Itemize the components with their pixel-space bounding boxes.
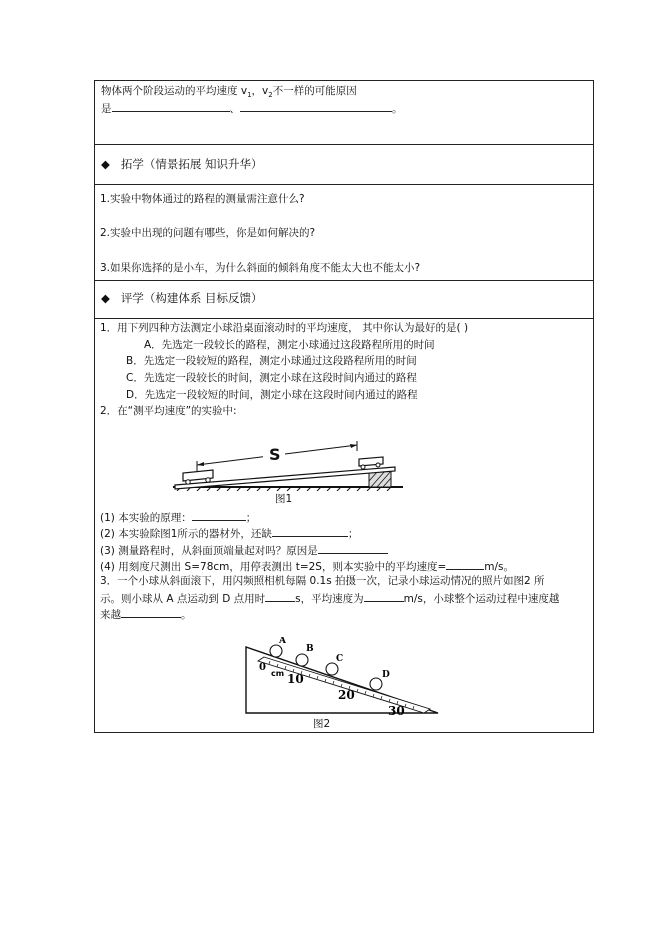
figure-1-incline bbox=[171, 419, 403, 491]
section-title-text: 评学（构建体系 目标反馈） bbox=[120, 291, 263, 305]
ball-b bbox=[296, 654, 308, 666]
q1-option-a: A．先选定一段较长的路程，测定小球通过这段路程所用的时间 bbox=[144, 339, 435, 351]
intro-text: 物体两个阶段运动的平均速度 v bbox=[101, 85, 248, 97]
tick-10: 10 bbox=[287, 672, 304, 686]
intro-line2 bbox=[101, 101, 403, 116]
section-title bbox=[101, 292, 262, 305]
intro-row bbox=[95, 81, 593, 145]
ball-a bbox=[270, 645, 282, 657]
q2-1 bbox=[100, 510, 256, 525]
period: 。 bbox=[181, 609, 192, 621]
tick-0: 0 bbox=[259, 662, 266, 673]
label-a: A bbox=[279, 637, 286, 646]
q3-text: 来越 bbox=[100, 609, 121, 621]
answer-blank[interactable] bbox=[272, 526, 348, 537]
intro-text: 不一样的可能原因 bbox=[272, 85, 357, 97]
diamond-icon: ◆ bbox=[101, 157, 110, 171]
question-1: 1.实验中物体通过的路程的测量需注意什么? bbox=[100, 193, 305, 205]
answer-blank[interactable] bbox=[240, 101, 392, 112]
period: 。 bbox=[392, 103, 403, 115]
separator: 、 bbox=[229, 103, 240, 115]
q1-option-c: C．先选定一段较长的时间，测定小球在这段时间内通过的路程 bbox=[126, 372, 417, 384]
question-3: 3.如果你选择的是小车，为什么斜面的倾斜角度不能太大也不能太小? bbox=[100, 262, 421, 274]
q3-text: m/s，小球整个运动过程中速度越 bbox=[403, 593, 560, 605]
cart-icon bbox=[183, 470, 213, 484]
section-header-eval bbox=[95, 281, 593, 319]
distance-label-s: S bbox=[269, 445, 281, 464]
q2-4-text: (4) 用刻度尺测出 S=78cm，用停表测出 t=2S，则本实验中的平均速度= bbox=[100, 561, 447, 573]
unit-text: m/s。 bbox=[484, 561, 515, 573]
q1-option-b: B．先选定一段较短的路程，测定小球通过这段路程所用的时间 bbox=[126, 355, 417, 367]
q1-option-d: D．先选定一段较短的时间，测定小球在这段时间内通过的路程 bbox=[126, 389, 418, 401]
figure-1-caption: 图1 bbox=[275, 493, 293, 505]
subscript-1: 1 bbox=[247, 91, 252, 100]
figure-2-caption: 图2 bbox=[313, 718, 331, 730]
semicolon: ； bbox=[245, 512, 257, 524]
tick-30: 30 bbox=[388, 704, 405, 717]
cart-icon bbox=[359, 457, 383, 469]
answer-blank[interactable] bbox=[112, 101, 230, 112]
q2-3-text: (3) 测量路程时，从斜面顶端量起对吗？原因是 bbox=[100, 545, 318, 557]
q2-2-text: (2) 本实验除图1所示的器材外，还缺 bbox=[100, 528, 272, 540]
q3-line-2 bbox=[100, 591, 559, 606]
semicolon: ； bbox=[347, 528, 359, 540]
question-2: 2.实验中出现的问题有哪些，你是如何解决的? bbox=[100, 227, 316, 239]
ball-d bbox=[370, 678, 382, 690]
tick-20: 20 bbox=[338, 688, 355, 702]
q3-line-3 bbox=[100, 607, 192, 622]
label-c: C bbox=[336, 654, 344, 664]
intro-text: 是 bbox=[101, 103, 112, 115]
q2-3 bbox=[100, 543, 388, 558]
unit-cm: cm bbox=[271, 669, 285, 678]
answer-blank[interactable] bbox=[192, 510, 246, 521]
q3-text: s，平均速度为 bbox=[295, 593, 364, 605]
answer-blank[interactable] bbox=[364, 591, 404, 602]
intro-line1 bbox=[101, 85, 357, 102]
diamond-icon: ◆ bbox=[101, 291, 110, 305]
q1-stem: 1．用下列四种方法测定小球沿桌面滚动时的平均速度， 其中你认为最好的是( ) bbox=[100, 322, 469, 334]
q2-2 bbox=[100, 526, 358, 541]
q2-stem: 2．在“测平均速度”的实验中: bbox=[100, 405, 237, 417]
q2-1-text: (1) 本实验的原理： bbox=[100, 512, 192, 524]
section-title bbox=[101, 158, 262, 171]
intro-text: ，v bbox=[251, 85, 269, 97]
answer-blank[interactable] bbox=[318, 543, 388, 554]
section-title-text: 拓学（情景拓展 知识升华） bbox=[120, 157, 263, 171]
worksheet-table bbox=[94, 80, 594, 733]
answer-blank[interactable] bbox=[121, 607, 181, 618]
ball-c bbox=[326, 663, 338, 675]
answer-blank[interactable] bbox=[446, 559, 484, 570]
eval-content bbox=[95, 319, 593, 732]
q3-line-1: 3．一个小球从斜面滚下，用闪频照相机每隔 0.1s 拍摄一次，记录小球运动情况的照片如图2 所 bbox=[100, 575, 545, 587]
label-d: D bbox=[382, 670, 390, 680]
q3-text: 示。则小球从 A 点运动到 D 点用时 bbox=[100, 593, 266, 605]
section-header-extend bbox=[95, 145, 593, 185]
q2-4 bbox=[100, 559, 514, 574]
subscript-2: 2 bbox=[268, 91, 273, 100]
answer-blank[interactable] bbox=[265, 591, 295, 602]
figure-2-ruler-incline bbox=[240, 637, 450, 717]
extend-questions bbox=[95, 185, 593, 281]
label-b: B bbox=[306, 644, 314, 654]
